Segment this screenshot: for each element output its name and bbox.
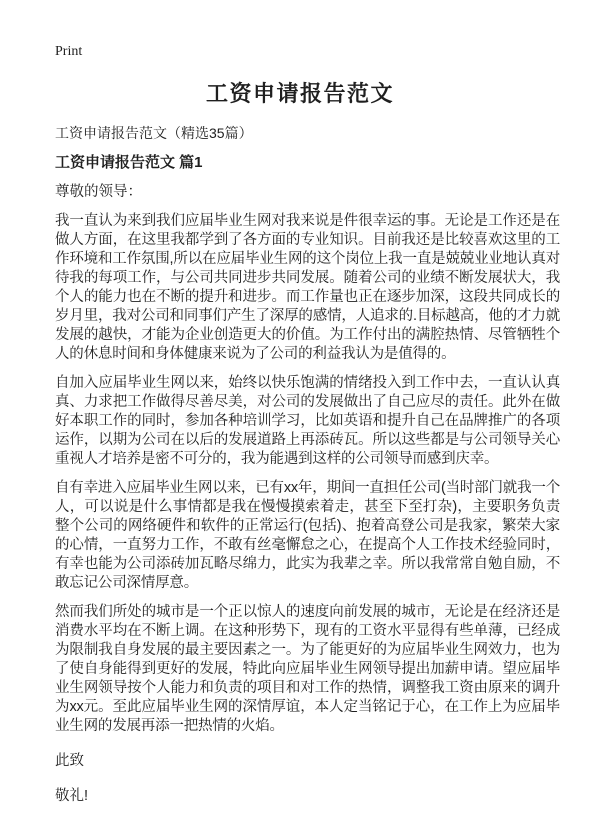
salutation: 尊敬的领导： — [55, 184, 142, 200]
print-link[interactable]: Print — [55, 44, 83, 59]
closing-salute: 敬礼! — [55, 788, 89, 804]
document-subtitle: 工资申请报告范文（精选35篇） — [55, 125, 253, 141]
body-paragraph-2: 自加入应届毕业生网以来，始终以快乐饱满的情绪投入到工作中去，一直认认真真、力求把工作做得尽善尽美，对公司的发展做出了自己应尽的责任。此外在做好本职工作的同时，参加各种培训学习，比如英语和提升自己在品牌推广的各项运作，以期为公司在以后的发展道路上再添砖瓦。所以这些都是与公司领导关心重视人才培养是密不可分的，我为能遇到这样的公司领导而感到庆幸。 — [55, 375, 560, 467]
closing-regards: 此致 — [55, 753, 84, 769]
body-paragraph-3: 自有幸进入应届毕业生网以来，已有xx年，期间一直担任公司(当时部门就我一个人，可以说是什么事情都是我在慢慢摸索着走，甚至下至打杂)，主要职务负责整个公司的网络硬件和软件的正常运行(包括)、抱着高登公司是我家，繁荣大家的心情，一直努力工作，不敢有丝毫懈怠之心，在提高个人工作技术经验同时，有幸也能为公司添砖加瓦略尽绵力，此实为我辈之幸。所以我常常自勉自励，不敢忘记公司深情厚意。 — [55, 480, 560, 591]
body-paragraph-4: 然而我们所处的城市是一个正以惊人的速度向前发展的城市，无论是在经济还是消费水平均在不断上调。在这种形势下，现有的工资水平显得有些单薄，已经成为限制我自身发展的最主要因素之一。为了能更好的为应届毕业生网效力，也为了使自身能得到更好的发展，特此向应届毕业生网领导提出加薪申请。望应届毕业生网领导按个人能力和负责的项目和对工作的热情，调整我工资由原来的调升为xx元。至此应届毕业生网的深情厚谊，本人定当铭记于心，在工作上为应届毕业生网的发展再添一把热情的火焰。 — [55, 604, 560, 734]
body-paragraph-1: 我一直认为来到我们应届毕业生网对我来说是件很幸运的事。无论是工作还是在做人方面，在这里我都学到了各方面的专业知识。目前我还是比较喜欢这里的工作环境和工作氛围,所以在应届毕业生网的这个岗位上我一直是兢兢业业地认真对待我的每项工作，与公司共同进步共同发展。随着公司的业绩不断发展状大，我个人的能力也在不断的提升和进步。而工作量也正在逐步加深，这段共同成长的岁月里，我对公司和同事们产生了深厚的感情，人追求的.目标越高，他的才力就发展的越快，才能为企业创造更大的价值。为工作付出的满腔热情、尽管牺牲个人的休息时间和身体健康来说为了公司的利益我认为是值得的。 — [55, 213, 560, 362]
section-heading-part1: 工资申请报告范文 篇1 — [55, 154, 203, 171]
document-title: 工资申请报告范文 — [205, 81, 394, 106]
